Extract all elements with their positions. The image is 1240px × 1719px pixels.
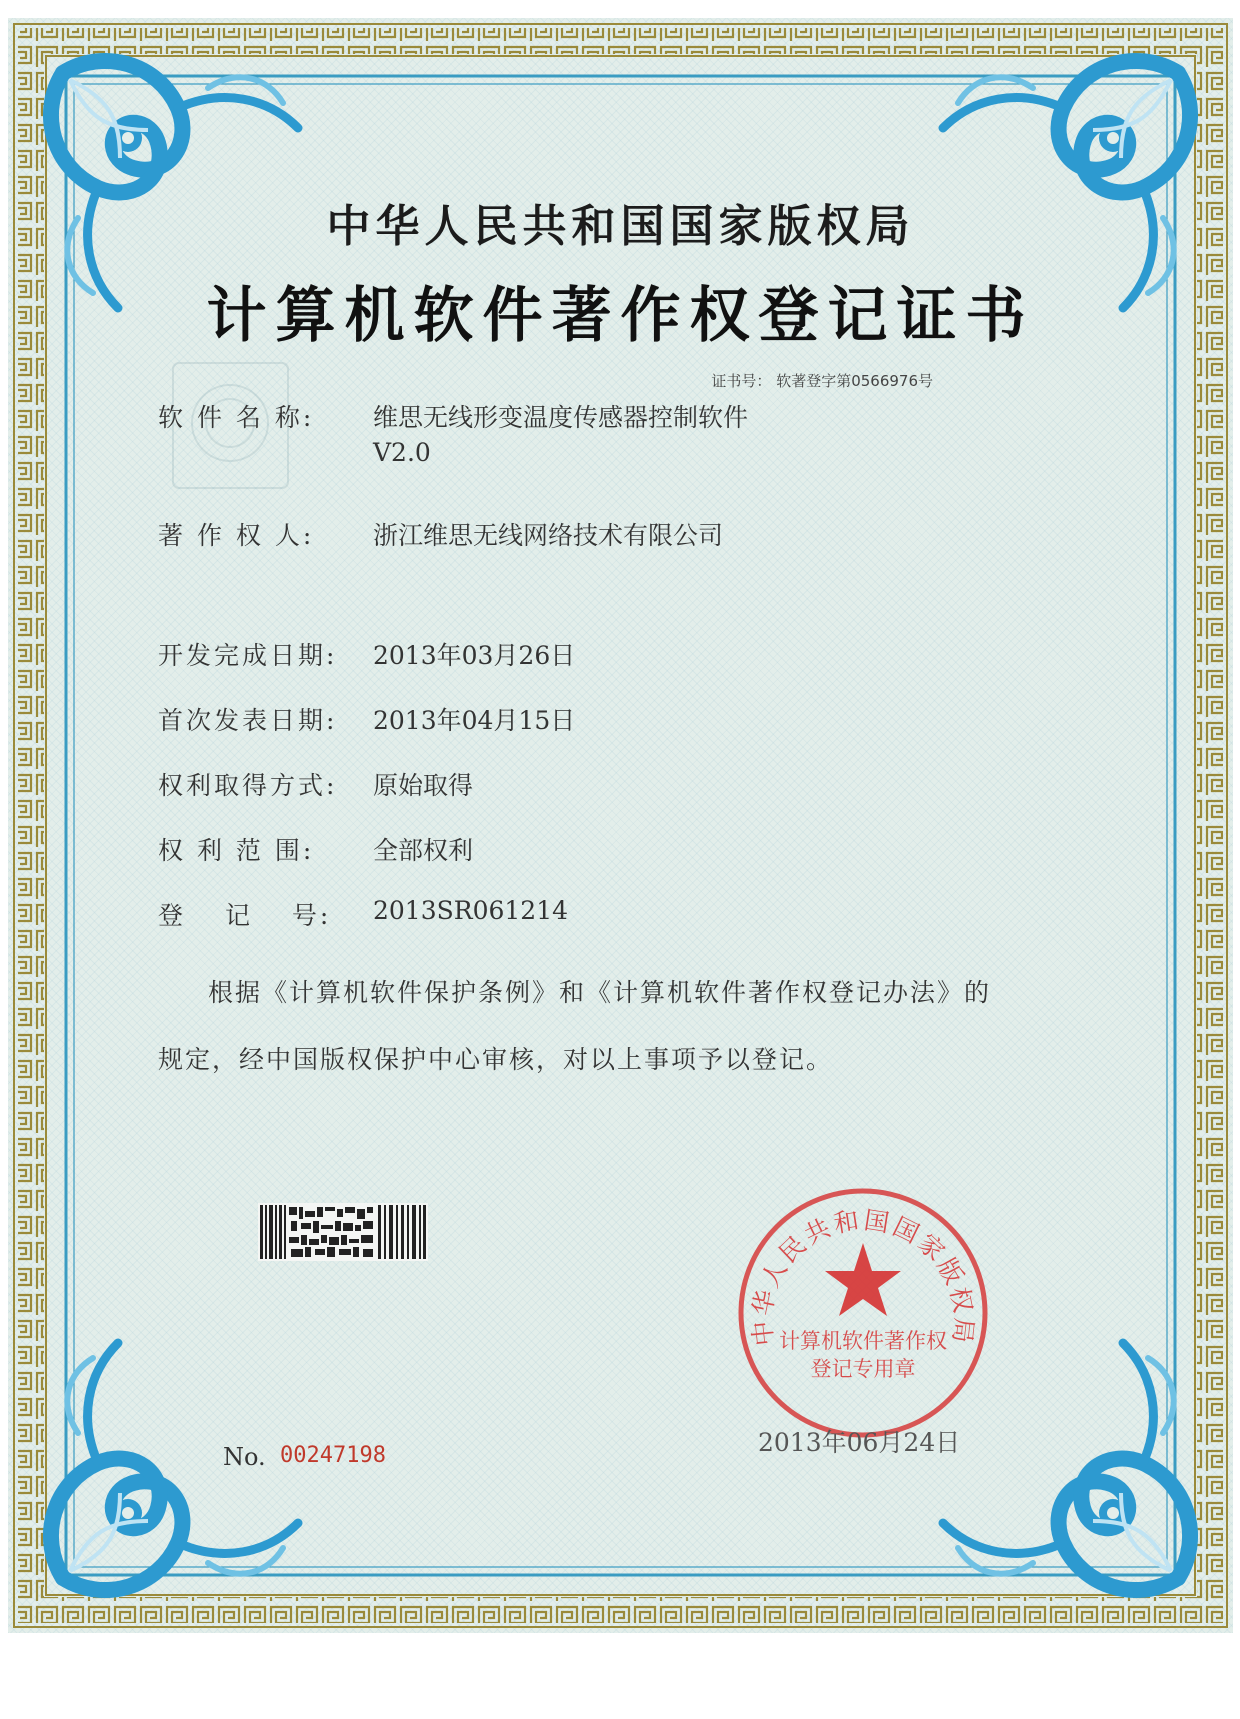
certificate-frame (8, 18, 1233, 1633)
svg-text:登记专用章: 登记专用章 (810, 1357, 916, 1381)
first-publication-date-label: 首次发表日期: (158, 706, 338, 735)
certificate-number: 证书号： 软著登字第0566976号 (711, 372, 933, 390)
serial-number-label: No. (223, 1443, 266, 1471)
rights-acquisition-value: 原始取得 (373, 771, 474, 800)
copyright-owner-label: 著 作 权 人: (158, 521, 315, 550)
registration-number-value: 2013SR061214 (373, 896, 569, 925)
svg-text:中华人民共和国国家版权局: 中华人民共和国国家版权局 (747, 1205, 979, 1348)
seal-date: 2013年06月24日 (758, 1428, 961, 1457)
statement-line-1: 根据《计算机软件保护条例》和《计算机软件著作权登记办法》的 (208, 978, 992, 1007)
software-name-label: 软 件 名 称: (158, 403, 315, 432)
serial-number-value: 00247198 (280, 1443, 386, 1468)
barcode (258, 1203, 428, 1261)
certificate (8, 18, 1233, 1633)
dev-completion-date-label: 开发完成日期: (158, 641, 338, 670)
rights-acquisition-label: 权利取得方式: (158, 771, 338, 800)
software-version-value: V2.0 (373, 438, 431, 467)
certificate-title: 计算机软件著作权登记证书 (206, 281, 1035, 351)
rights-scope-value: 全部权利 (373, 836, 474, 865)
svg-text:计算机软件著作权: 计算机软件著作权 (779, 1329, 947, 1353)
official-seal (733, 1183, 993, 1443)
dev-completion-date-value: 2013年03月26日 (373, 641, 576, 670)
first-publication-date-value: 2013年04月15日 (373, 706, 576, 735)
seal-star-icon (825, 1243, 901, 1316)
issuer-title: 中华人民共和国国家版权局 (326, 201, 915, 252)
statement-line-2: 规定，经中国版权保护中心审核，对以上事项予以登记。 (158, 1045, 834, 1074)
copyright-owner-value: 浙江维思无线网络技术有限公司 (373, 521, 724, 550)
registration-number-label: 登 记 号: (158, 901, 332, 930)
rights-scope-label: 权 利 范 围: (158, 836, 315, 865)
software-name-value: 维思无线形变温度传感器控制软件 (373, 403, 749, 432)
